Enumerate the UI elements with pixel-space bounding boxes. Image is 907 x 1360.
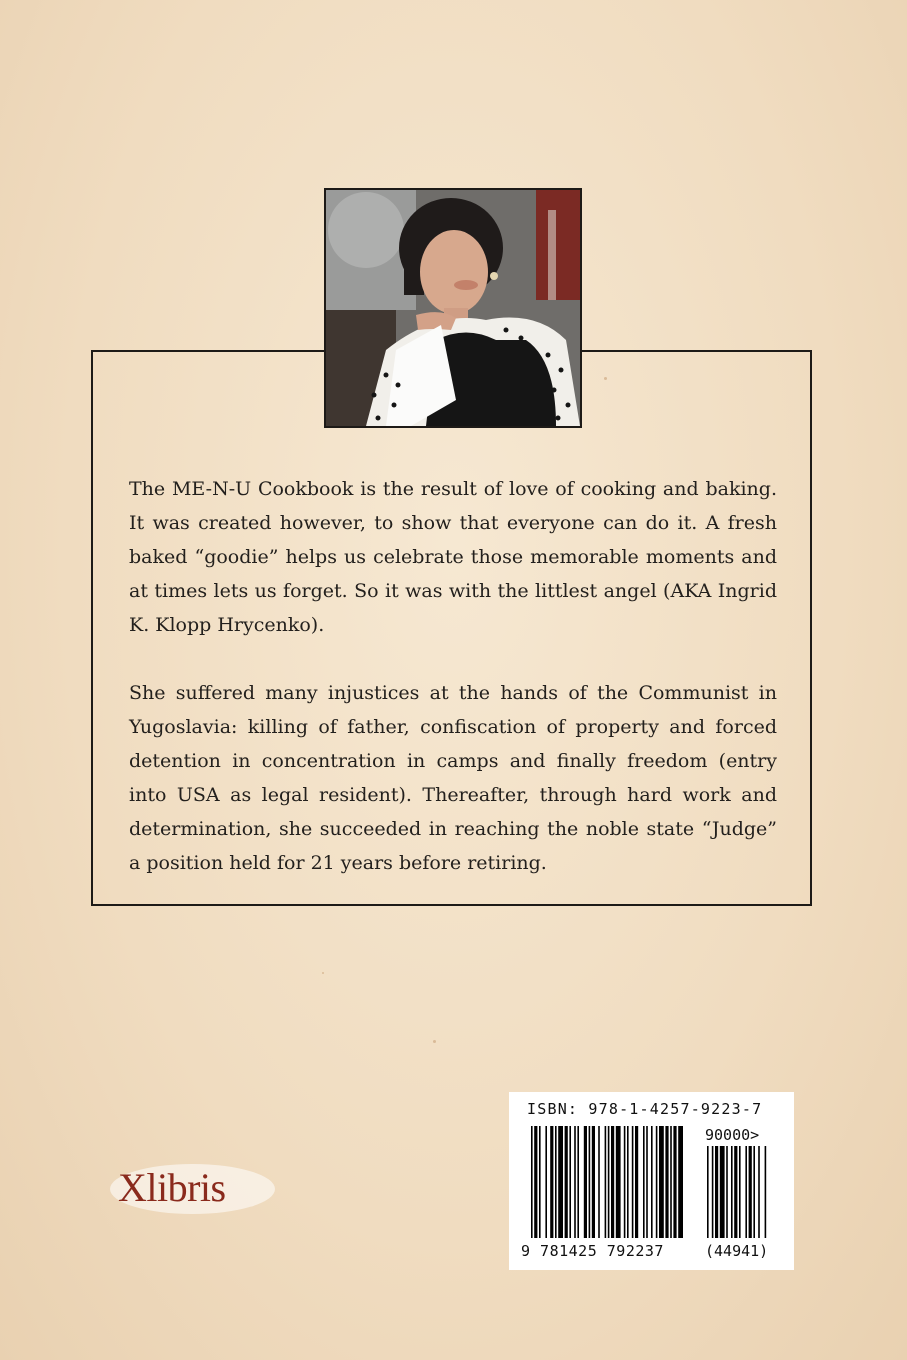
addon-price: 90000>	[705, 1126, 760, 1144]
addon-bar	[745, 1146, 747, 1238]
ean-digits: 9 781425 792237	[521, 1242, 664, 1260]
isbn-label: ISBN: 978-1-4257-9223-7	[527, 1100, 763, 1118]
addon-bar	[726, 1146, 728, 1238]
addon-bar	[749, 1146, 752, 1238]
barcode-bar	[616, 1126, 621, 1238]
barcode-bar	[632, 1126, 634, 1238]
barcode-bar	[624, 1126, 626, 1238]
barcode-bar	[539, 1126, 541, 1238]
addon-bar	[765, 1146, 767, 1238]
barcode-bar	[605, 1126, 607, 1238]
blurb-paragraph-1: The ME-N-U Cookbook is the result of love of cooking and baking. It was created however, to show that everyone can do it. A fresh baked “goodie” helps us celebrate those memorable moments and at times lets us forget. So it was with the littlest angel (AKA Ingrid K. Klopp Hrycenko).	[129, 478, 777, 636]
barcode-bar	[558, 1126, 563, 1238]
paper-speck	[322, 972, 324, 974]
publisher-name: Xlibris	[118, 1165, 226, 1210]
barcode-bar	[646, 1126, 648, 1238]
barcode-bar	[627, 1126, 629, 1238]
addon-bar	[753, 1146, 755, 1238]
barcode-bar	[598, 1126, 600, 1238]
barcode-bar	[656, 1126, 658, 1238]
barcode-bar	[611, 1126, 614, 1238]
barcode-bar	[643, 1126, 645, 1238]
barcode-bar	[531, 1126, 533, 1238]
barcode-bar	[608, 1126, 610, 1238]
barcode-bar	[534, 1126, 537, 1238]
addon-code: (44941)	[705, 1242, 769, 1260]
addon-bar	[720, 1146, 725, 1238]
blurb-paragraph-2: She suffered many injustices at the hands of the Communist in Yugoslavia: killing of father, confiscation of property and forced detention in concentration in camps and finally freedom (entry into USA as legal resident). Thereafter, through hard work and determination, she succeeded in reaching the noble state “Judge” a position held for 21 years before retiring.	[129, 682, 777, 874]
barcode-bar	[577, 1126, 579, 1238]
author-photo-illustration	[326, 190, 580, 426]
addon-bar	[707, 1146, 709, 1238]
addon-bar	[739, 1146, 741, 1238]
addon-bar	[731, 1146, 733, 1238]
blurb-text	[129, 472, 777, 880]
barcode-bar	[678, 1126, 683, 1238]
barcode-bar	[665, 1126, 668, 1238]
barcode-bar	[574, 1126, 576, 1238]
barcode-bar	[592, 1126, 595, 1238]
barcode-bar	[569, 1126, 571, 1238]
barcode-bar	[550, 1126, 553, 1238]
addon-bar	[712, 1146, 714, 1238]
barcode-bar	[584, 1126, 587, 1238]
barcode-bar	[565, 1126, 568, 1238]
barcode-bar	[545, 1126, 547, 1238]
barcode-bar	[589, 1126, 591, 1238]
barcode-bar	[673, 1126, 676, 1238]
barcode-bar	[555, 1126, 557, 1238]
author-photo	[324, 188, 582, 428]
barcode-bar	[659, 1126, 664, 1238]
addon-bar	[734, 1146, 737, 1238]
barcode-bar	[635, 1126, 638, 1238]
barcode-bar	[651, 1126, 653, 1238]
publisher-logo	[110, 1160, 275, 1220]
addon-bar	[715, 1146, 718, 1238]
addon-bar	[758, 1146, 760, 1238]
barcode-panel	[509, 1092, 794, 1270]
paper-speck	[433, 1040, 436, 1043]
barcode-bar	[670, 1126, 672, 1238]
